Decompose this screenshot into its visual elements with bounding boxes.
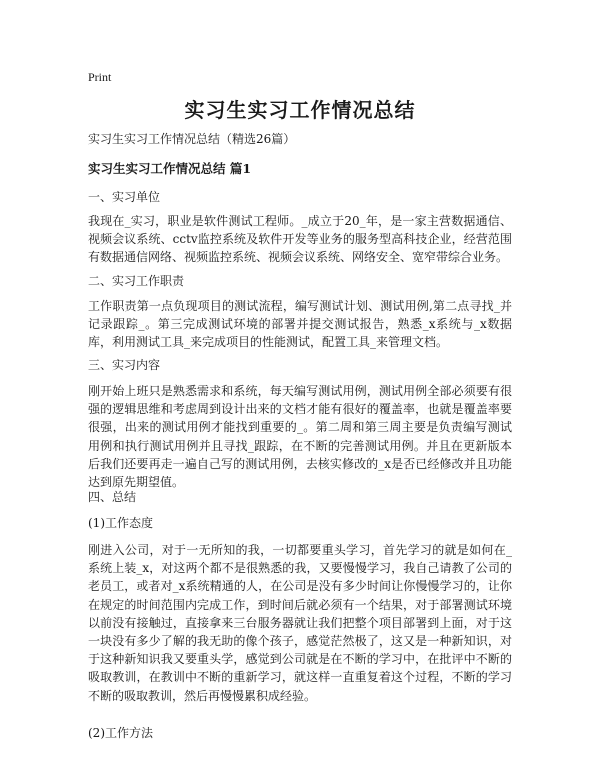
section-4-sub-2: (2)工作方法: [88, 726, 153, 740]
section-1-heading: 一、实习单位: [88, 190, 161, 204]
print-label: Print: [88, 70, 112, 84]
section-3-text: 刚开始上班只是熟悉需求和系统，每天编写测试用例，测试用例全部必须要有很强的逻辑思维和考虑周到设计出来的文档才能有很好的覆盖率，也就是覆盖率要很强，出来的测试用例才能找到重要的_。第二周和第三周主要是负责编写测试用例和执行测试用例并且寻找_跟踪，在不断的完善测试用例。并且在更新版本后我们还要再走一遍自己写的测试用例，去核实修改的_x是否已经修改并且功能达到原先期望值。: [88, 384, 512, 490]
section-3-heading: 三、实习内容: [88, 358, 161, 372]
section-4-text: 刚进入公司，对于一无所知的我，一切都要重头学习，首先学习的就是如何在_系统上装_x，对这两个都不是很熟悉的我，又要慢慢学习，我自己请教了公司的老员工，或者对_x系统精通的人，在公司是没有多少时间让你慢慢学习的，让你在规定的时间范围内完成工作，到时间后就必须有一个结果，对于部署测试环境以前没有接触过，直接拿来三台服务器就让我们把整个项目部署到上面，对于这一块没有多少了解的我无助的像个孩子，感觉茫然极了，这又是一种新知识，对于这种新知识我又要重头学，感觉到公司就是在不断的学习中，在批评中不断的吸取教训，在教训中不断的重新学习，就这样一直重复着这个过程，不断的学习不断的吸取教训，然后再慢慢累积成经验。: [88, 543, 512, 703]
section-2-heading: 二、实习工作职责: [88, 274, 185, 288]
document-title: 实习生实习工作情况总结: [184, 98, 416, 122]
article-title: 实习生实习工作情况总结 篇1: [88, 161, 252, 176]
section-2-text: 工作职责第一点负现项目的测试流程，编写测试计划、测试用例,第二点寻找_并记录跟踪_。第三完成测试环境的部署并提交测试报告，熟悉_x系统与_x数据库，利用测试工具_来完成项目的性能测试，配置工具_来管理文档。: [88, 299, 512, 350]
section-4-heading: 四、总结: [88, 490, 137, 504]
document-subtitle: 实习生实习工作情况总结（精选26篇）: [88, 132, 296, 146]
section-4-sub-1: (1)工作态度: [88, 516, 153, 530]
section-1-text: 我现在_实习，职业是软件测试工程师。_成立于20_年，是一家主营数据通信、视频会议系统、cctv监控系统及软件开发等业务的服务型高科技企业，经营范围有数据通信网络、视频监控系统、视频会议系统、网络安全、宽窄带综合业务。: [88, 214, 512, 265]
